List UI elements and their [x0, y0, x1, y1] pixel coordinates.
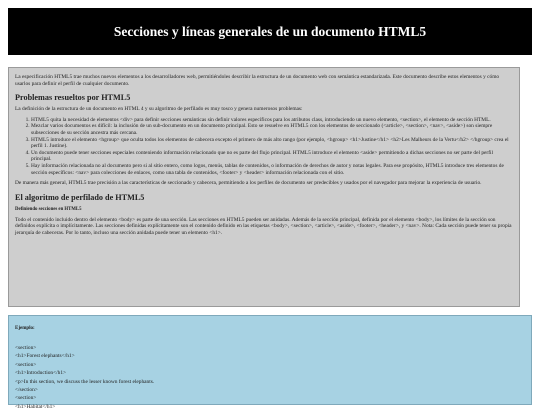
page-title: Secciones y líneas generales de un documento HTML5: [113, 23, 427, 39]
code-line: <section>: [15, 361, 37, 368]
sections-subheading: Definiendo secciones en HTML5: [15, 206, 82, 212]
page-banner: [8, 8, 532, 55]
code-line: <section>: [15, 395, 37, 402]
intro-paragraph: La especificación HTML5 trae muchos nuevos elementos a los desarrolladores web, permitiéndoles describir la estructura de un documento web con semántica estandarizada. Este documento describe estos elementos y cómo usarlos para definir el perfil de cualquier documento.: [15, 74, 500, 87]
problems-paragraph: La definición de la estructura de un documento en HTML 4 y su algoritmo de perfilado es muy tosco y genera numerosos problemas:: [15, 106, 303, 113]
code-line: <h1>Habitat</h1>: [15, 403, 56, 410]
code-line: <p>In this section, we discuss the lesser known forest elephants.: [15, 378, 155, 385]
example-label: Ejemplo:: [15, 326, 35, 331]
main-article: [8, 67, 520, 307]
example-box: [8, 315, 532, 410]
list-item: 3. HTML5 introduce el elemento <hgroup> que oculta todos los elementos de cabecera excepto el primero de más alto rango (por ejemplo, <hgroup> <h1>Justine</h1> <h2>Les Malheurs de la Vertu</h2> </hgroup> crea el perfil 1. Justine).: [31, 137, 513, 150]
summary-paragraph: De manera más general, HTML5 trae precisión a las características de seccionado y cabecera, permitiendo a los perfiles de documento ser predecibles y usados por el navegador para mejorar la experiencia de usuario.: [15, 180, 482, 187]
code-line: </section>: [15, 387, 38, 394]
problems-list: [15, 117, 513, 176]
code-line: <section>: [15, 345, 37, 351]
algorithm-paragraph: Todo el contenido incluido dentro del elemento <body> es parte de una sección. Las secciones en HTML5 pueden ser anidadas. Además de la sección principal, definida por el elemento <body>, los límites de la sección son definidos explícita o implícitamente. Las secciones definidas explícitamente son el contenido definido en las etiquetas <body>, <section>, <article>, <aside>, <footer>, <header>, y <nav>. Nota: Cada sección puede tener su propia jerarquía de cabeceras. Por lo tanto, incluso una sección anidada puede tener un elemento <h1>.: [15, 216, 512, 236]
problems-heading: Problemas resueltos por HTML5: [15, 93, 131, 103]
code-line: <h1>Forest elephants</h1>: [15, 353, 75, 360]
list-item: 5. Hay información relacionada no al documento pero si al sitio entero, como logos, menús, tablas de contenidos, o información de derechos de autor y notas legales. Para ese propósito, HTML5 introduce tres elementos de sección específicos: <nav> para colecciones de enlaces, como una tabla de contenidos, <footer> y <header> información relacionada con el sitio.: [31, 163, 513, 176]
list-item: 1. HTML5 quita la necesidad de elementos <div> para definir secciones semánticas sin definir valores específicos para los atributos class, introduciendo un nuevo elemento, <section>, el elemento de sección HTML.: [31, 117, 513, 124]
code-line: <h1>Introduction</h1>: [15, 370, 67, 377]
list-item: 4. Un documento puede tener secciones especiales conteniendo información relacionado que no es parte del flujo principal. HTML5 introduce el elemento <aside> permitiendo a dichas secciones no ser parte del perfil principal.: [31, 150, 513, 163]
list-item: 2. Mezclar varios documentos es difícil: la inclusión de un sub-documento en un documento principal. Esto se resuelve en HTML5 con los elementos de seccionado (<article>, <section>, <nav>, <aside>) son siempre subsecciones de su sección ancestra más cercana.: [31, 123, 513, 136]
algorithm-heading: El algoritmo de perfilado de HTML5: [15, 192, 145, 202]
